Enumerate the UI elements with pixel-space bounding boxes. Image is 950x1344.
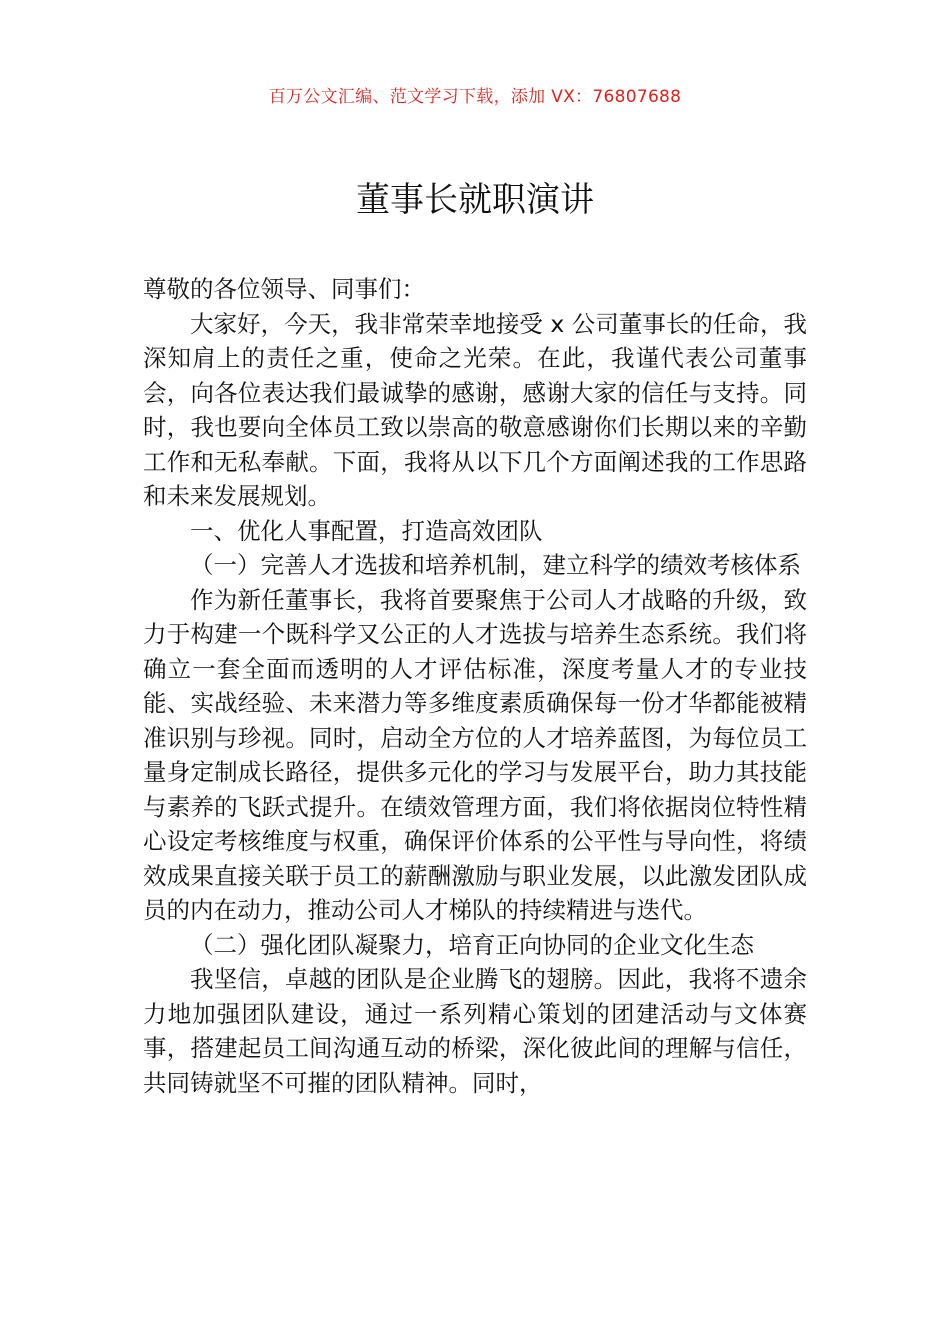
- paragraph-talent: 作为新任董事长，我将首要聚焦于公司人才战略的升级，致力于构建一个既科学又公正的人才选拔与培养生态系统。我们将确立一套全面而透明的人才评估标准，深度考量人才的专业技能、实战经验、未来潜力等多维度素质确保每一份才华都能被精准识别与珍视。同时，启动全方位的人才培养蓝图，为每位员工量身定制成长路径，提供多元化的学习与发展平台，助力其技能与素养的飞跃式提升。在绩效管理方面，我们将依据岗位特性精心设定考核维度与权重，确保评价体系的公平性与导向性，将绩效成果直接关联于员工的薪酬激励与职业发展，以此激发团队成员的内在动力，推动公司人才梯队的持续精进与迭代。: [143, 585, 807, 924]
- paragraph-opening: 大家好，今天，我非常荣幸地接受 x 公司董事长的任命，我深知肩上的责任之重，使命之光荣。在此，我谨代表公司董事会，向各位表达我们最诚挚的感谢，感谢大家的信任与支持。同时，我也要向全体员工致以崇高的敬意感谢你们长期以来的辛勤工作和无私奉献。下面，我将从以下几个方面阐述我的工作思路和未来发展规划。: [143, 309, 807, 510]
- header-contact-note: 百万公文汇编、范文学习下载，添加 VX：76807688: [268, 87, 682, 107]
- subsection-heading-2: （二）强化团队凝聚力，培育正向协同的企业文化生态: [190, 930, 754, 959]
- document-title: 董事长就职演讲: [356, 180, 594, 220]
- section-heading-1: 一、优化人事配置，打造高效团队: [190, 516, 543, 545]
- subsection-heading-1: （一）完善人才选拔和培养机制，建立科学的绩效考核体系: [190, 551, 801, 579]
- paragraph-team: 我坚信，卓越的团队是企业腾飞的翅膀。因此，我将不遗余力地加强团队建设，通过一系列精心策划的团建活动与文体赛事，搭建起员工间沟通互动的桥梁，深化彼此间的理解与信任，共同铸就坚不可摧的团队精神。同时，: [143, 965, 807, 1097]
- salutation: 尊敬的各位领导、同事们：: [143, 275, 425, 303]
- document-body: [143, 272, 807, 1100]
